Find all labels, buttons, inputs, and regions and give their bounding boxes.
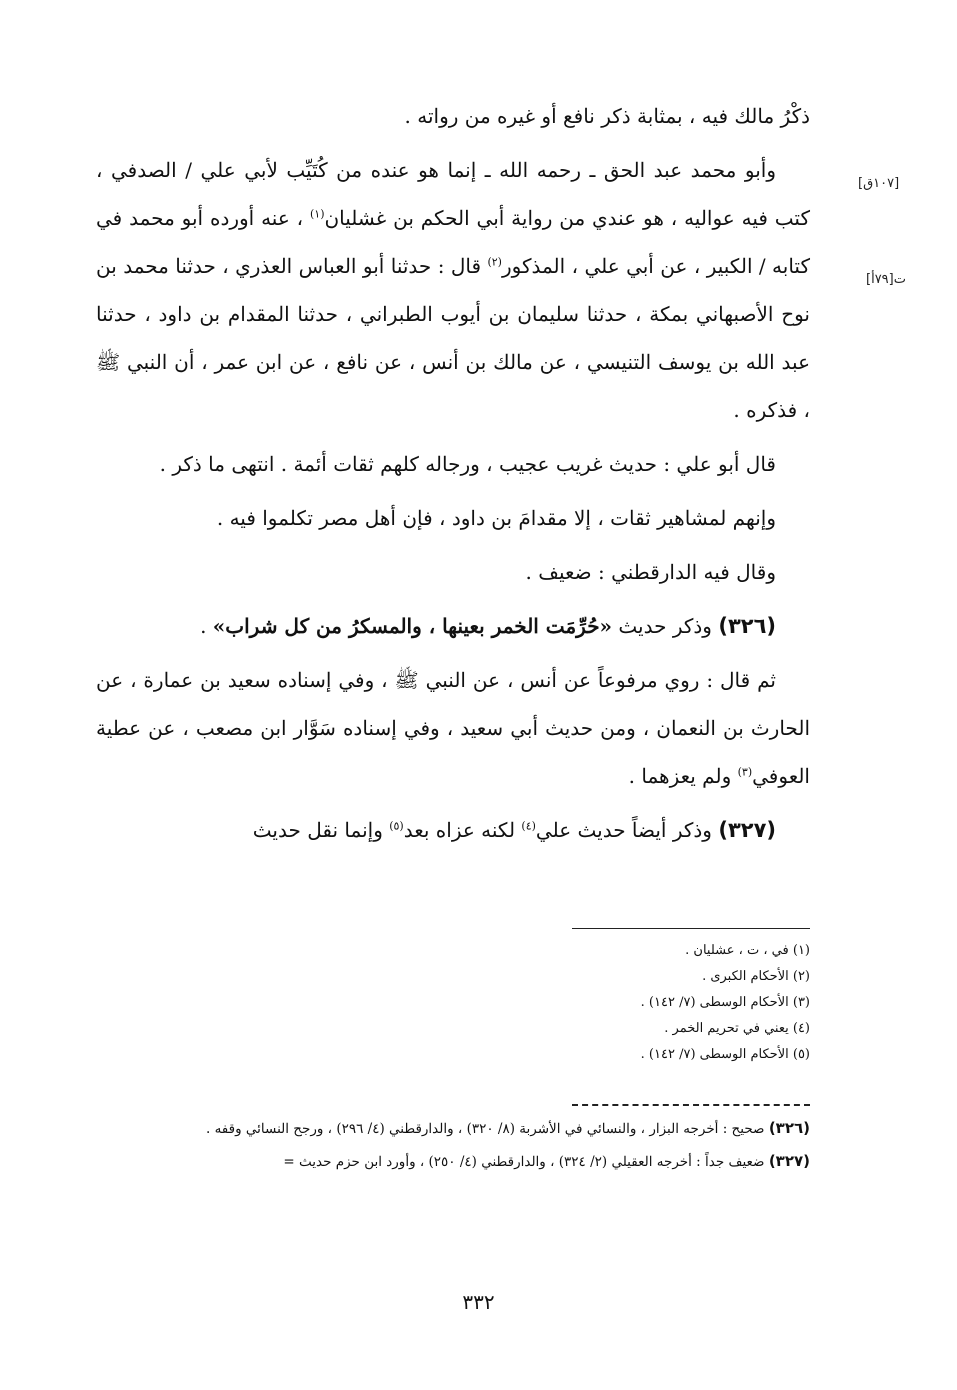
paragraph-2	[96, 146, 810, 434]
hadith-327-number: (٣٢٧)	[718, 818, 776, 842]
manuscript-folio-note-1: [١٠٧ق]	[858, 176, 900, 191]
takhrij-section	[72, 1114, 810, 1180]
paragraph-6	[96, 656, 810, 800]
paragraph-1: ذكْرُ مالك فيه ، بمثابة ذكر نافع أو غيره من رواته .	[404, 104, 810, 128]
paragraph-5: وقال فيه الدارقطني : ضعيف .	[525, 560, 776, 584]
paragraph-2-part-a: وأبو محمد عبد الحق ـ رحمه الله ـ إنما هو عنده من كُتَيِّب لأبي علي / الصدفي ، كتب فيه عواليه ، هو عندي من رواية أبي الحكم بن غشليان	[96, 158, 810, 230]
hadith-326-number: (٣٢٦)	[718, 614, 776, 638]
hadith-326-heading	[96, 602, 810, 650]
hadith-327-part-b: لكنه عزاه بعد	[403, 818, 522, 842]
footnote-4: (٤) يعني في تحريم الخمر .	[664, 1021, 810, 1036]
footnote-ref-3[interactable]: (٣)	[737, 765, 753, 779]
takhrij-327	[72, 1147, 810, 1176]
footnote-ref-4[interactable]: (٤)	[521, 819, 536, 833]
takhrij-326-text: صحيح : أخرجه البزار ، والنسائي في الأشربة (٨/ ٣٢٠) ، والدارقطني (٤/ ٢٩٦) ، ورجح النسائي وقفه .	[205, 1121, 765, 1137]
hadith-326-intro: وذكر حديث	[612, 614, 719, 638]
takhrij-separator	[572, 1104, 810, 1106]
paragraph-4: وإنهم لمشاهير ثقات ، إلا مقدامَ بن داود ، فإن أهل مصر تكلموا فيه .	[216, 506, 776, 530]
paragraph-3: قال أبو علي : حديث غريب عجيب ، ورجاله كلهم ثقات أئمة . انتهى ما ذكر .	[159, 452, 776, 476]
footnote-3: (٣) الأحكام الوسطى (٧/ ١٤٢) .	[640, 995, 810, 1010]
footnote-2: (٢) الأحكام الكبرى .	[702, 969, 810, 984]
takhrij-327-number: (٣٢٧)	[768, 1152, 810, 1170]
page-number: ٣٣٢	[462, 1290, 495, 1314]
hadith-327-part-a: وذكر أيضاً حديث علي	[535, 818, 719, 842]
footnote-separator	[572, 928, 810, 929]
hadith-327-part-c: وإنما نقل حديث	[252, 818, 390, 842]
footnote-ref-5[interactable]: (٥)	[389, 819, 404, 833]
paragraph-2-part-b: ، عنه أورده أبو محمد في كتابه / الكبير ، عن أبي علي ، المذكور	[96, 206, 810, 278]
footnote-1: (١) في ، ت ، عشليان .	[685, 943, 810, 958]
takhrij-327-text: ضعيف جداً : أخرجه العقيلي (٢/ ٣٢٤) ، والدارقطني (٤/ ٢٥٠) ، وأورد ابن حزم حديث =	[283, 1154, 765, 1170]
footnote-ref-1[interactable]: (١)	[309, 207, 325, 221]
hadith-326-text: «حُرِّمَت الخمر بعينها ، والمسكرُ من كل شراب»	[212, 614, 613, 638]
paragraph-2-part-c: قال : حدثنا أبو العباس العذري ، حدثنا محمد بن نوح الأصبهاني بمكة ، حدثنا سليمان بن أيوب الطبراني ، حدثنا المقدام بن داود ، حدثنا عبد الله بن يوسف التنيسي ، عن مالك بن أنس ، عن نافع ، عن ابن عمر ، أن النبي ﷺ ، فذكره .	[96, 254, 811, 422]
main-text	[96, 92, 810, 854]
takhrij-326-number: (٣٢٦)	[768, 1119, 810, 1137]
paragraph-6-part-b: ولم يعزهما .	[628, 764, 738, 788]
hadith-327-heading	[96, 806, 810, 854]
footnote-ref-2[interactable]: (٢)	[487, 255, 502, 269]
footnote-5: (٥) الأحكام الوسطى (٧/ ١٤٢) .	[640, 1047, 810, 1062]
hadith-326-end: .	[200, 614, 213, 638]
paragraph-6-part-a: ثم قال : روي مرفوعاً عن أنس ، عن النبي ﷺ ، وفي إسناده سعيد بن عمارة ، عن الحارث بن النعمان ، ومن حديث أبي سعيد ، وفي إسناده سَوَّار ابن مصعب ، عن عطية العوفي	[96, 668, 810, 788]
footnotes-section	[400, 938, 810, 1068]
manuscript-folio-note-2: [٧٩أ]ت	[866, 272, 906, 287]
takhrij-326	[72, 1114, 810, 1143]
